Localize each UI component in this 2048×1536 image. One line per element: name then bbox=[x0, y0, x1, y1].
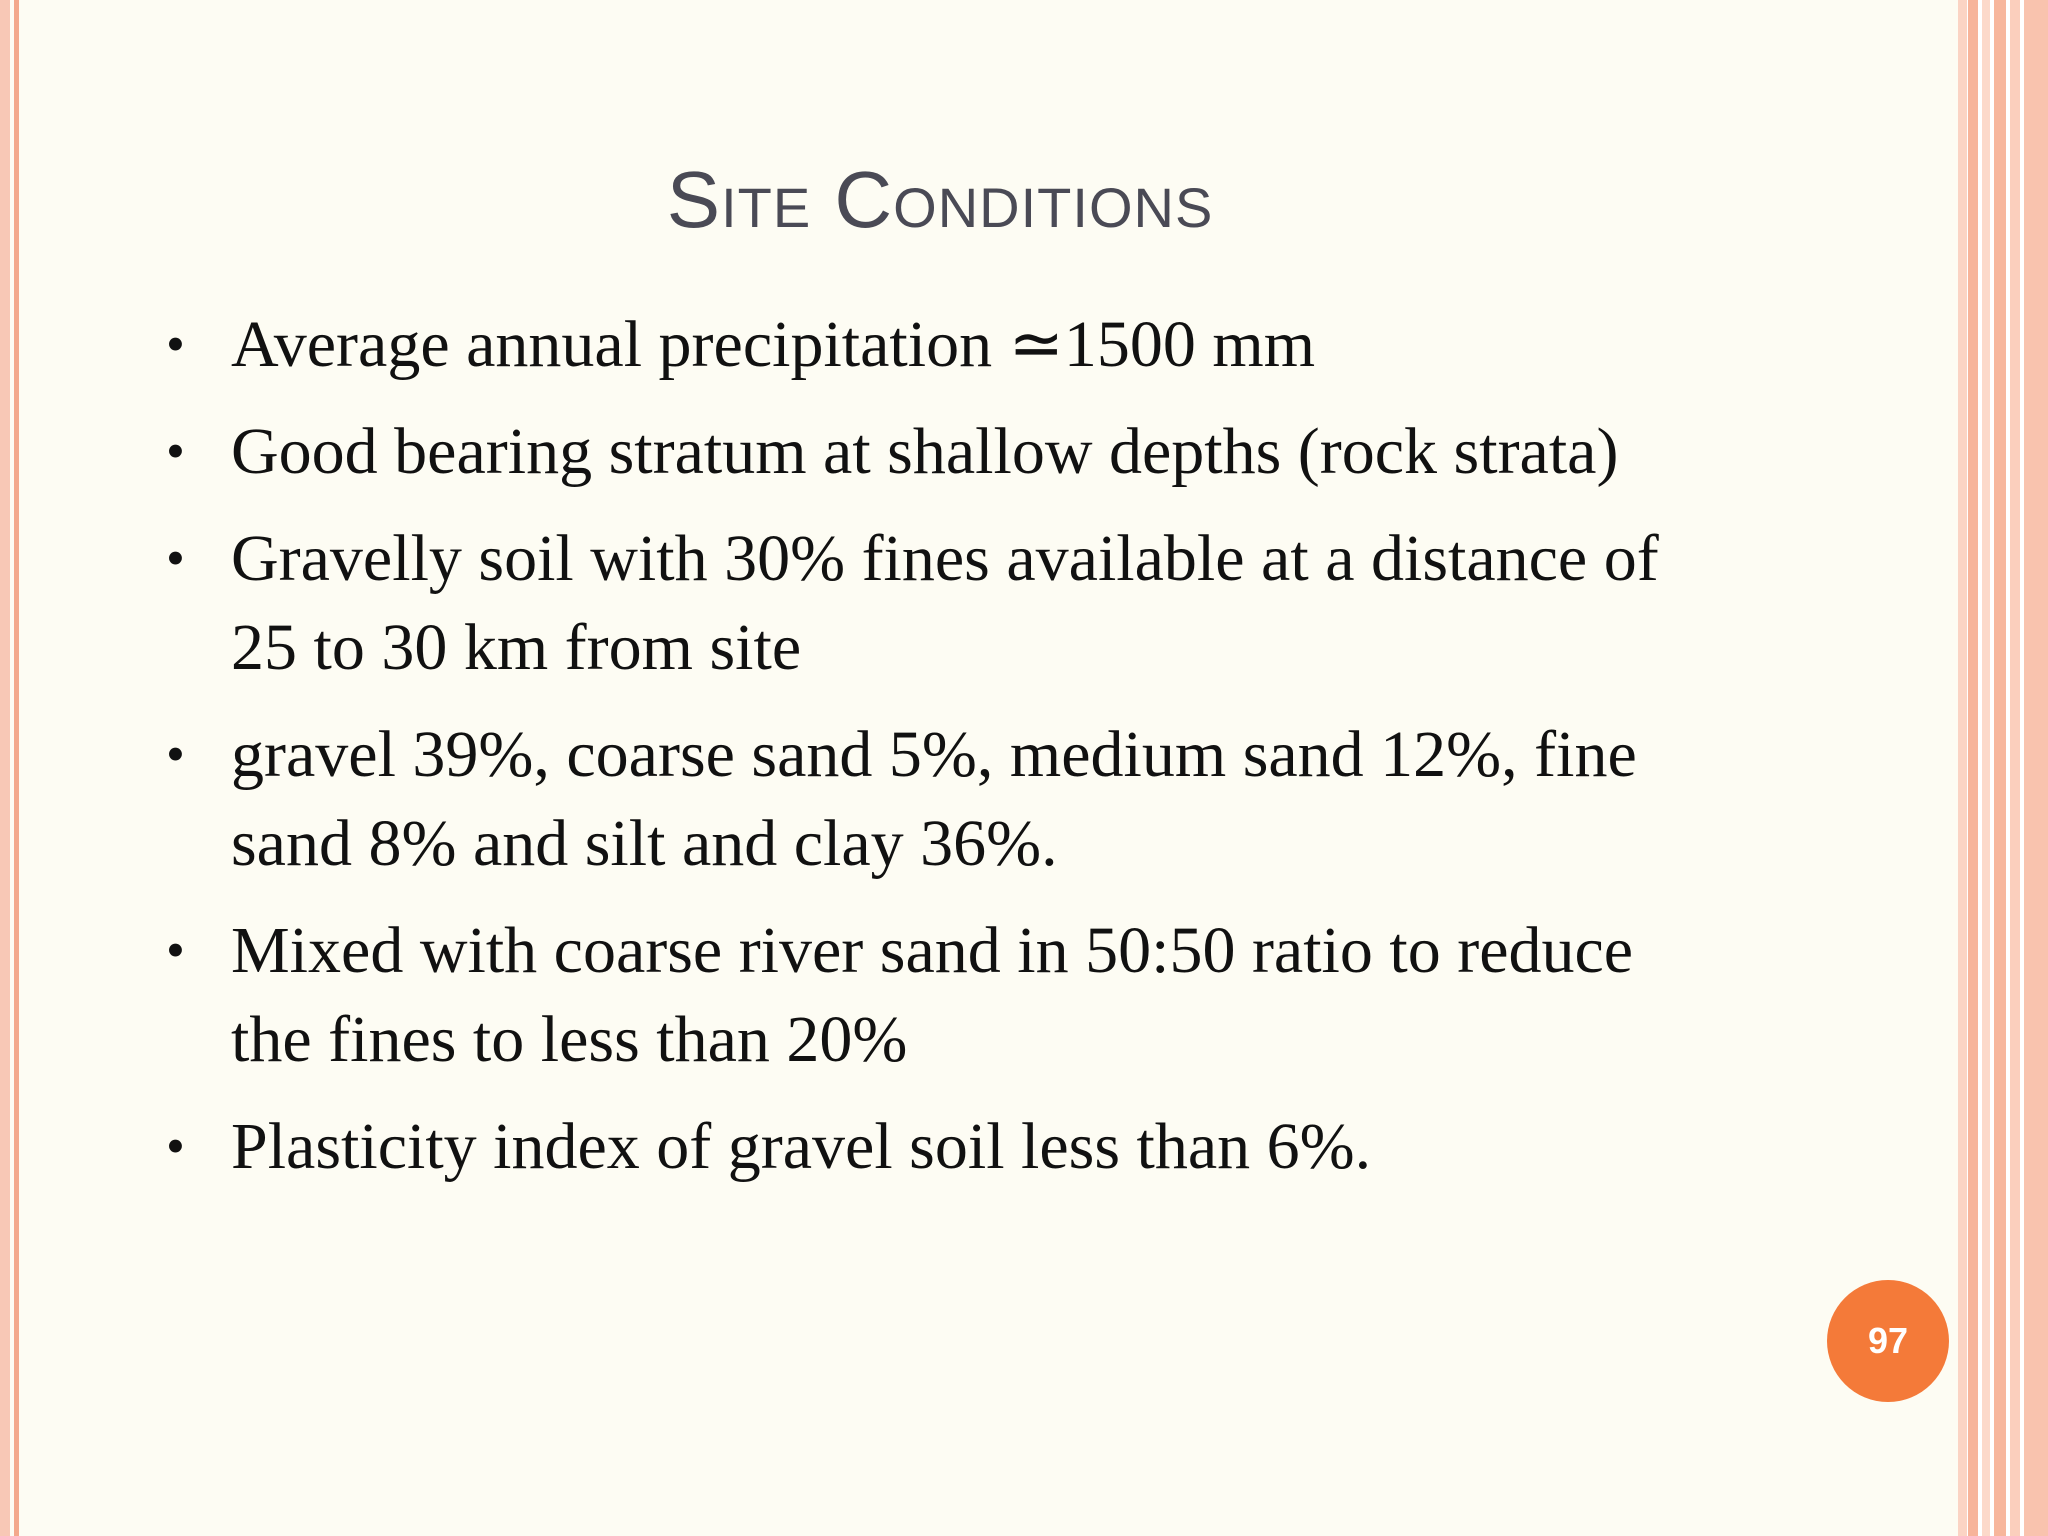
bullet-text: Gravelly soil with 30% fines available at a distance of 25 to 30 km from site bbox=[231, 522, 1659, 684]
right-stripe bbox=[1968, 0, 1978, 1536]
bullet-item bbox=[166, 514, 1666, 692]
bullet-icon: • bbox=[166, 421, 185, 481]
bullet-item bbox=[166, 1102, 1666, 1191]
bullet-icon: • bbox=[166, 1116, 185, 1176]
bullet-text: Average annual precipitation ≃1500 mm bbox=[231, 308, 1316, 381]
right-stripe bbox=[1994, 0, 2006, 1536]
right-stripe bbox=[1982, 0, 1990, 1536]
bullet-icon: • bbox=[166, 314, 185, 374]
bullet-text: gravel 39%, coarse sand 5%, medium sand 12%, fine sand 8% and silt and clay 36%. bbox=[231, 718, 1637, 880]
bullet-item bbox=[166, 710, 1666, 888]
bullet-text: Mixed with coarse river sand in 50:50 ratio to reduce the fines to less than 20% bbox=[231, 914, 1634, 1076]
bullet-text: Good bearing stratum at shallow depths (rock strata) bbox=[231, 415, 1619, 488]
bullet-list bbox=[166, 300, 1666, 1209]
bullet-icon: • bbox=[166, 528, 185, 588]
slide-title: Site Conditions bbox=[666, 155, 1214, 244]
right-stripe bbox=[2024, 0, 2048, 1536]
right-stripe bbox=[2010, 0, 2020, 1536]
bullet-item bbox=[166, 407, 1666, 496]
page-number-badge: 97 bbox=[1827, 1280, 1949, 1402]
bullet-icon: • bbox=[166, 920, 185, 980]
bullet-text: Plasticity index of gravel soil less than 6%. bbox=[231, 1110, 1372, 1183]
bullet-item bbox=[166, 906, 1666, 1084]
bullet-item bbox=[166, 300, 1666, 389]
right-stripe bbox=[1958, 0, 1967, 1536]
bullet-icon: • bbox=[166, 724, 185, 784]
